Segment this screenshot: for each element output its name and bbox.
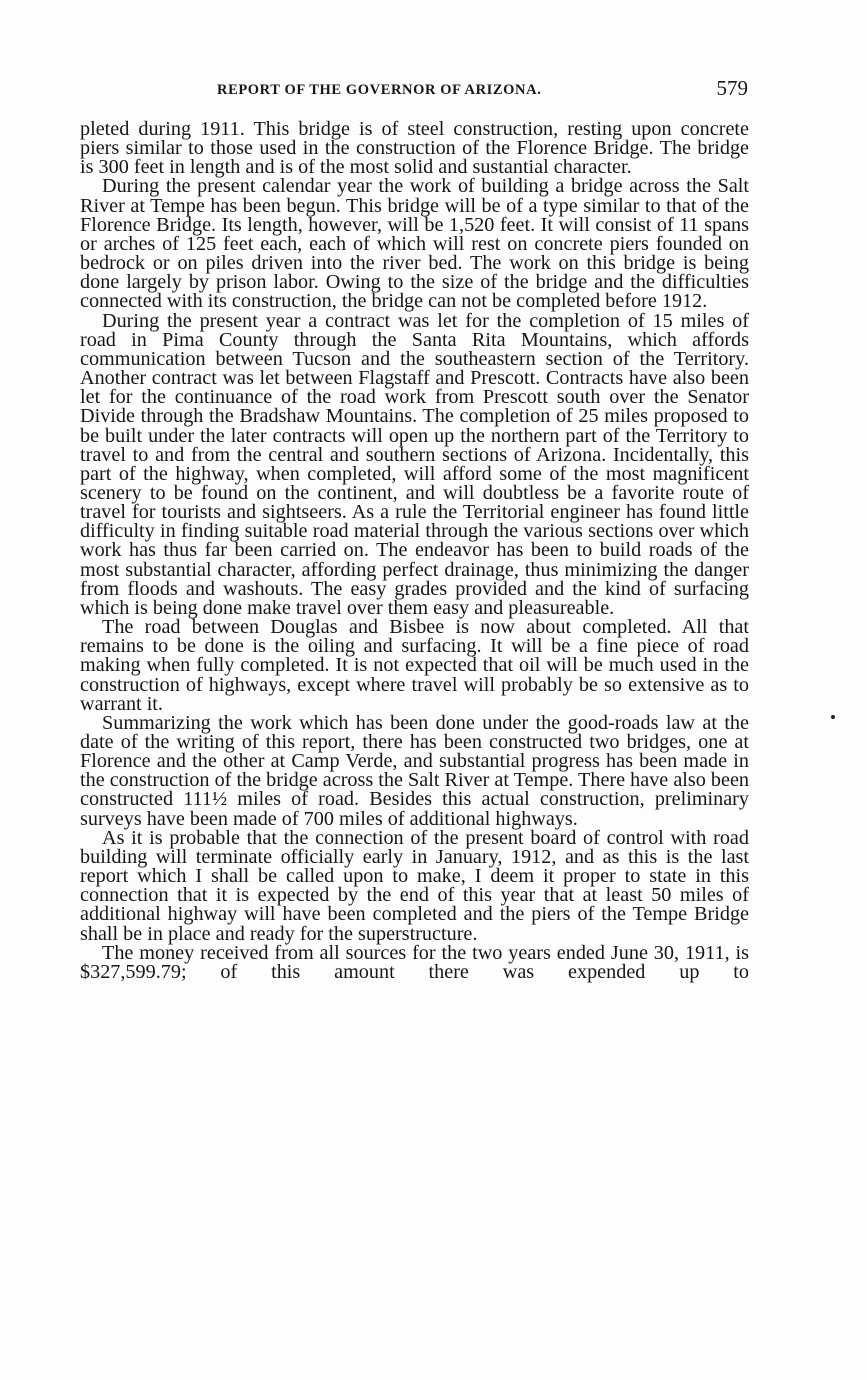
ink-speck bbox=[831, 715, 835, 719]
paragraph: Summarizing the work which has been done under the good-roads law at the date of the writing of this report, there has been constructed two bridges, one at Florence and the other at Camp Verde, and substantial progress has been made in the construction of the bridge across the Salt River at Tempe. There have also been constructed 111½ miles of road. Besides this actual construction, preliminary surveys have been made of 700 miles of additional highways. bbox=[80, 711, 749, 830]
paragraph: The road between Douglas and Bisbee is now about completed. All that remains to be done is the oiling and surfacing. It will be a fine piece of road making when fully completed. It is not expected that oil will be much used in the construction of highways, except where travel will probably be so extensive as to warrant it. bbox=[80, 616, 749, 715]
paragraph: During the present calendar year the work of building a bridge across the Salt River at Tempe has been begun. This bridge will be of a type similar to that of the Florence Bridge. Its length, however, will be 1,520 feet. It will consist of 11 spans or arches of 125 feet each, each of which will rest on concrete piers founded on bedrock or on piles driven into the river bed. The work on this bridge is being done largely by prison labor. Owing to the size of the bridge and the difficulties connected with its construction, the bridge can not be completed before 1912. bbox=[80, 175, 749, 313]
body-text bbox=[80, 120, 749, 982]
paragraph: The money received from all sources for the two years ended June 30, 1911, is $327,599.79; of this amount there was expended up to bbox=[80, 941, 749, 983]
running-title: REPORT OF THE GOVERNOR OF ARIZONA. bbox=[217, 82, 542, 98]
paragraph: pleted during 1911. This bridge is of steel construction, resting upon concrete piers similar to those used in the construction of the Florence Bridge. The bridge is 300 feet in length and is of the most solid and sustantial character. bbox=[80, 118, 749, 179]
paragraph: As it is probable that the connection of the present board of control with road building will terminate officially early in January, 1912, and as this is the last report which I shall be called upon to make, I deem it proper to state in this connection that it is expected by the end of this year that at least 50 miles of additional highway will have been completed and the piers of the Tempe Bridge shall be in place and ready for the superstructure. bbox=[80, 826, 749, 945]
paragraph: During the present year a contract was let for the completion of 15 miles of road in Pima County through the Santa Rita Mountains, which affords communication between Tucson and the southeastern section of the Territory. Another contract was let between Flagstaff and Prescott. Contracts have also been let for the continuance of the road work from Prescott south over the Senator Divide through the Bradshaw Mountains. The completion of 25 miles proposed to be built under the later contracts will open up the northern part of the Territory to travel to and from the central and southern sections of Arizona. Incidentally, this part of the highway, when completed, will afford some of the most magnificent scenery to be found on the continent, and will doubtless be a favorite route of travel for tourists and sightseers. As a rule the Territorial engineer has found little difficulty in finding suitable road material through the various sections over which work has thus far been carried on. The endeavor has been to build roads of the most substantial character, affording perfect drainage, thus minimizing the danger from floods and washouts. The easy grades provided and the kind of surfacing which is being done make travel over them easy and pleasureable. bbox=[80, 309, 749, 619]
page-header bbox=[80, 76, 752, 106]
page-number: 579 bbox=[716, 76, 748, 100]
